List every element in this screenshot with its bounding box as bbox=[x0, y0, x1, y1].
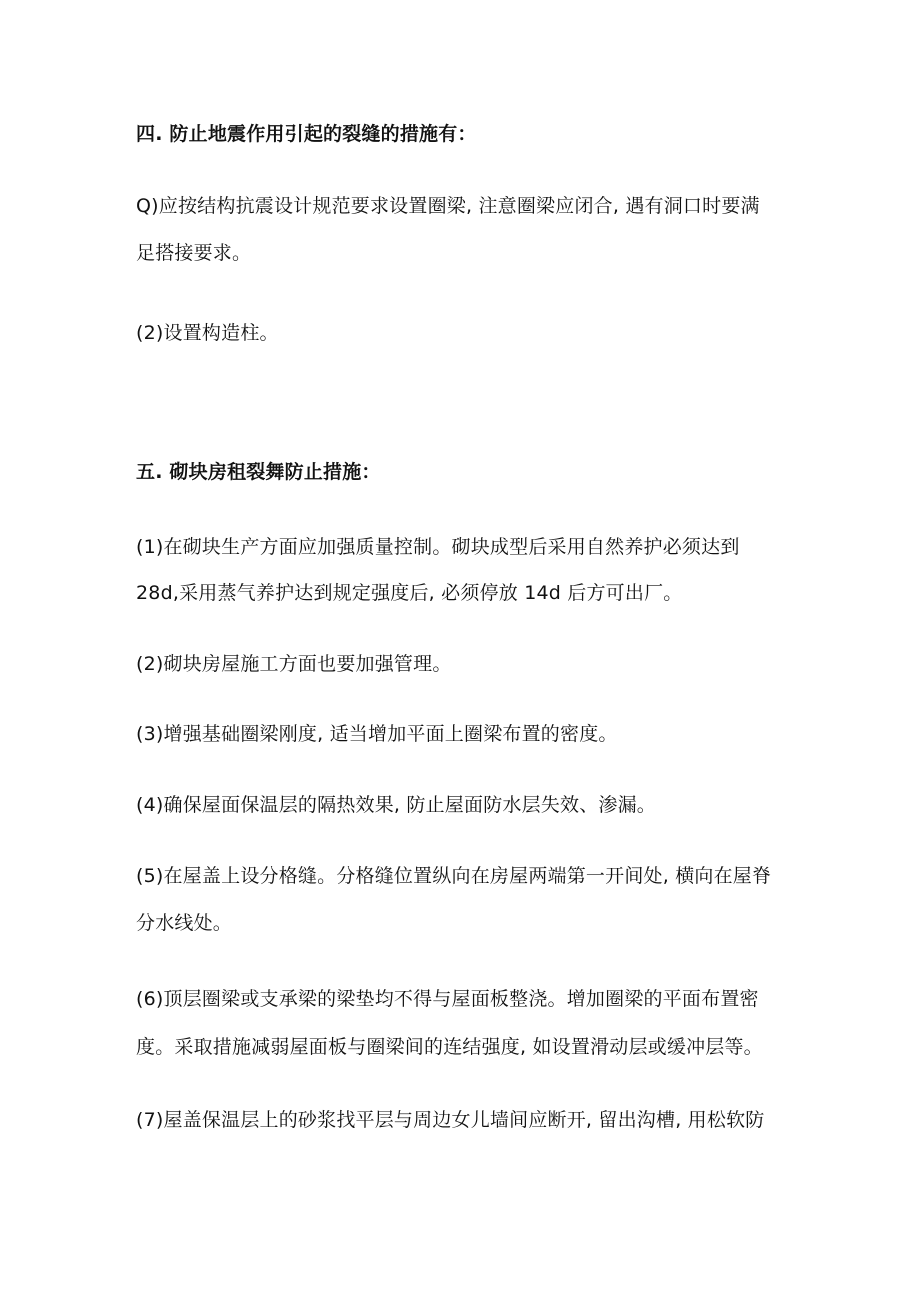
paragraph-line: (5)在屋盖上设分格缝。分格缝位置纵向在房屋两端第一开间处, 横向在屋脊 bbox=[136, 865, 772, 887]
paragraph-line: 度。采取措施减弱屋面板与圈梁间的连结强度, 如设置滑动层或缓冲层等。 bbox=[136, 1036, 763, 1058]
paragraph-line: 28d,采用蒸气养护达到规定强度后, 必须停放 14d 后方可出厂。 bbox=[136, 582, 683, 604]
paragraph-line: 足搭接要求。 bbox=[136, 242, 252, 264]
paragraph-line: (1)在砌块生产方面应加强质量控制。砌块成型后采用自然养护必须达到 bbox=[136, 536, 740, 558]
paragraph-line: (2)砌块房屋施工方面也要加强管理。 bbox=[136, 653, 452, 675]
paragraph-line: Q)应按结构抗震设计规范要求设置圈梁, 注意圈梁应闭合, 遇有洞口时要满 bbox=[136, 195, 760, 217]
paragraph-line: (3)增强基础圈梁刚度, 适当增加平面上圈梁布置的密度。 bbox=[136, 723, 618, 745]
paragraph-line: 分水线处。 bbox=[136, 912, 233, 934]
section-heading-5: 五. 砌块房租裂舞防止措施： bbox=[136, 461, 381, 483]
paragraph-line: (6)顶层圈梁或支承梁的梁垫均不得与屋面板整浇。增加圈梁的平面布置密 bbox=[136, 988, 759, 1010]
paragraph-line: (7)屋盖保温层上的砂浆找平层与周边女儿墙间应断开, 留出沟槽, 用松软防 bbox=[136, 1109, 765, 1131]
paragraph-line: (2)设置构造柱。 bbox=[136, 322, 279, 344]
section-heading-4: 四. 防止地震作用引起的裂缝的措施有： bbox=[136, 123, 477, 145]
paragraph-line: (4)确保屋面保温层的隔热效果, 防止屋面防水层失效、渗漏。 bbox=[136, 794, 656, 816]
